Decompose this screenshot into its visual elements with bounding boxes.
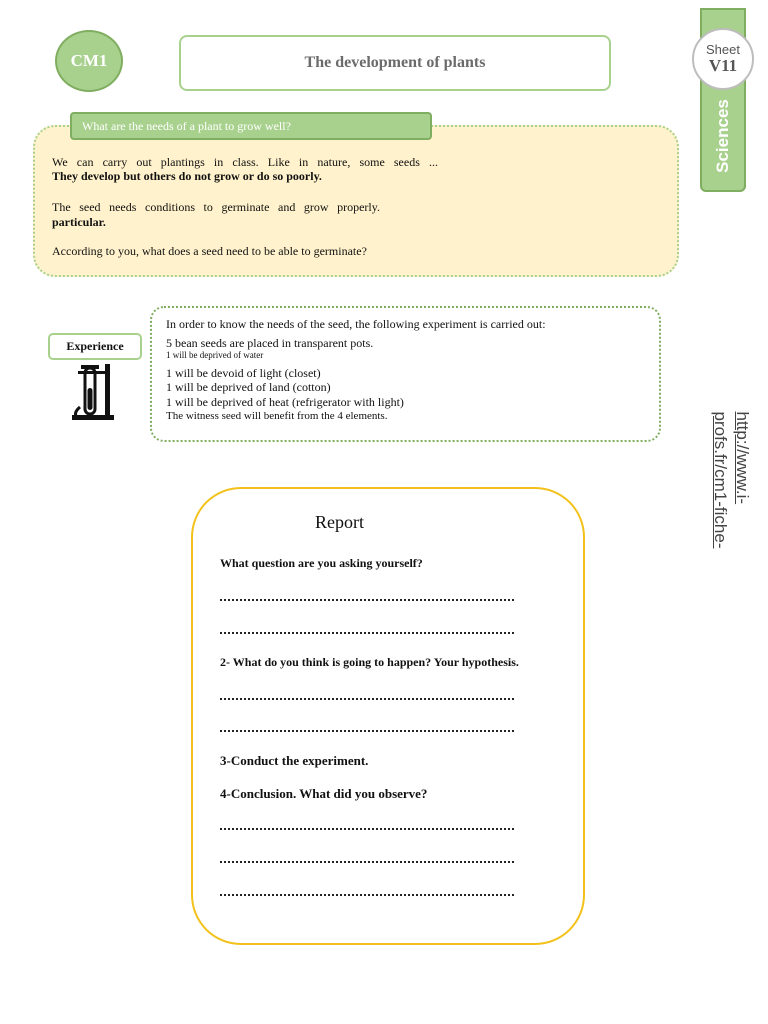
page-title (179, 35, 611, 91)
intro-line-5: According to you, what does a seed need to be able to germinate? (52, 244, 367, 258)
intro-line-2: They develop but others do not grow or do so poorly. (52, 169, 322, 183)
page-title-text: The development of plants (304, 54, 486, 71)
sheet-code: V11 (708, 56, 738, 75)
sheet-label: Sheet (706, 42, 740, 57)
intro-line-3: The seed needs conditions to germinate and grow properly. (52, 200, 380, 214)
report-question-1: What question are you asking yourself? (220, 556, 423, 570)
level-badge: CM1 (55, 30, 123, 92)
test-tube-stand-icon (70, 362, 118, 424)
answer-line[interactable] (220, 599, 514, 601)
experience-line-5: 1 will be deprived of heat (refrigerator with light) (166, 395, 404, 409)
experience-label (48, 333, 142, 360)
answer-line[interactable] (220, 894, 514, 896)
report-question-3: 3-Conduct the experiment. (220, 753, 369, 768)
report-question-4: 4-Conclusion. What did you observe? (220, 786, 428, 801)
subject-tab-label-wrap (702, 96, 744, 176)
subject-tab-label: Sciences (713, 99, 733, 173)
experience-line-1: 5 bean seeds are placed in transparent pots. (166, 336, 374, 350)
experience-intro: In order to know the needs of the seed, the following experiment is carried out: (166, 317, 546, 331)
experience-line-4: 1 will be deprived of land (cotton) (166, 380, 331, 394)
side-url-line-2[interactable]: profs.fr/cm1-fiche- (711, 411, 730, 549)
experience-line-6: The witness seed will benefit from the 4 elements. (166, 410, 388, 422)
experience-label-text: Experience (66, 339, 124, 353)
report-title: Report (315, 512, 364, 532)
answer-line[interactable] (220, 828, 514, 830)
experience-line-2: 1 will be deprived of water (166, 350, 264, 360)
intro-heading (70, 112, 432, 140)
intro-line-1: We can carry out plantings in class. Like in nature, some seeds ... (52, 155, 438, 169)
experience-line-3: 1 will be devoid of light (closet) (166, 366, 321, 380)
side-url-line-1[interactable]: http://www.i- (733, 411, 752, 505)
report-question-2: 2- What do you think is going to happen? Your hypothesis. (220, 655, 519, 669)
intro-line-4: particular. (52, 215, 106, 229)
side-url[interactable] (700, 390, 762, 570)
answer-line[interactable] (220, 730, 514, 732)
answer-line[interactable] (220, 632, 514, 634)
sheet-badge (692, 28, 754, 90)
answer-line[interactable] (220, 698, 514, 700)
answer-line[interactable] (220, 861, 514, 863)
intro-heading-text: What are the needs of a plant to grow well? (82, 118, 291, 133)
side-url-text[interactable] (709, 412, 753, 549)
